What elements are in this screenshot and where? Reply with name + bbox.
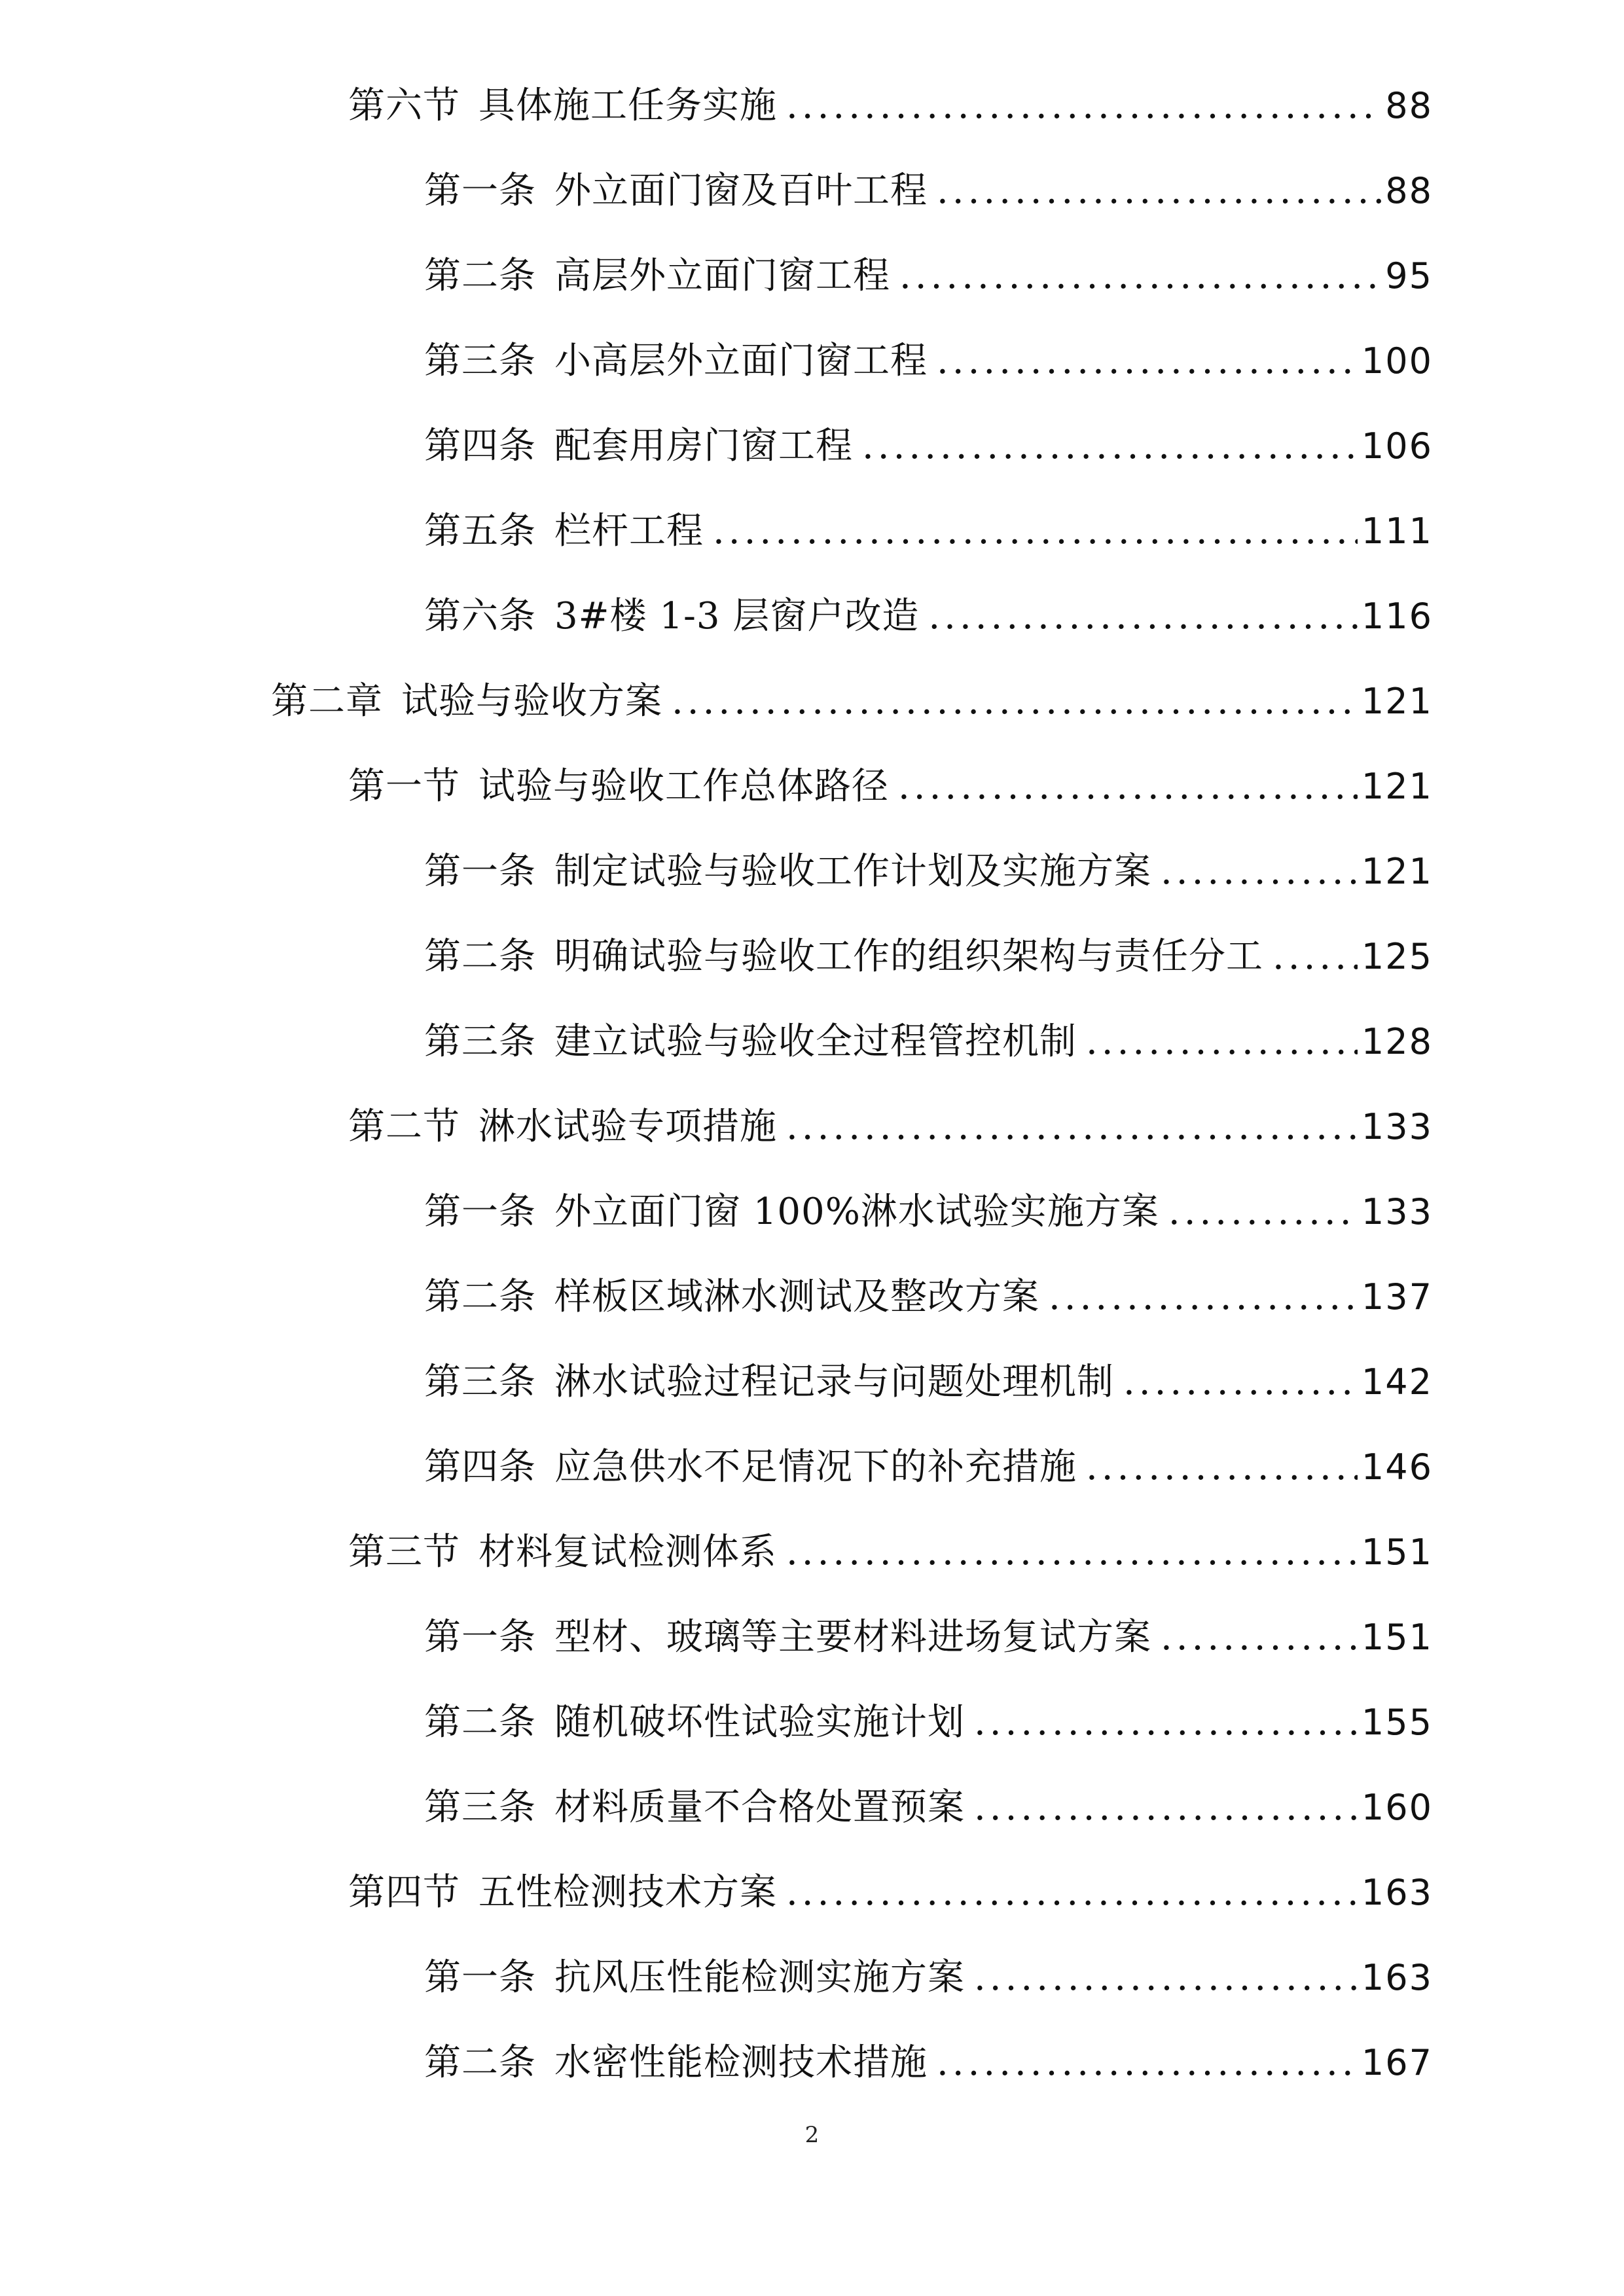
toc-entry-page: 100 [1361,340,1433,382]
toc-entry-title: 淋水试验过程记录与问题处理机制 [554,1361,1114,1403]
toc-entry-chapter[interactable] [271,675,1433,728]
toc-entry[interactable] [424,250,1433,302]
toc-entry-label: 第二条 [424,935,536,978]
toc-entry-label: 第一条 [424,850,536,893]
dot-leader [1161,1611,1358,1664]
toc-entry-page: 133 [1361,1106,1433,1147]
toc-entry[interactable] [424,846,1433,898]
dot-leader [1161,846,1358,898]
toc-entry-label: 第二条 [424,1701,536,1744]
toc-entry-label: 第五条 [424,510,536,552]
dot-leader [713,505,1358,558]
toc-entry[interactable] [348,1867,1433,1919]
toc-entry[interactable] [424,931,1433,983]
toc-entry-title: 材料质量不合格处置预案 [554,1786,965,1829]
toc-entry-page: 121 [1361,766,1433,807]
toc-entry-title: 样板区域淋水测试及整改方案 [554,1276,1039,1318]
dot-leader [786,1526,1358,1579]
toc-entry-label: 第三条 [424,340,536,382]
toc-entry-label: 第二条 [424,255,536,297]
toc-entry[interactable] [424,590,1433,643]
toc-entry-page: 121 [1361,851,1433,892]
toc-entry-page: 167 [1361,2042,1433,2083]
toc-entry-title: 型材、玻璃等主要材料进场复试方案 [554,1616,1151,1659]
toc-entry[interactable] [348,1101,1433,1153]
toc-entry-page: 151 [1361,1532,1433,1573]
toc-entry-title: 抗风压性能检测实施方案 [554,1956,965,1999]
toc-entry-label: 第一条 [424,170,536,212]
toc-entry-label: 第六节 [348,84,460,127]
toc-entry-title: 制定试验与验收工作计划及实施方案 [554,850,1151,893]
dot-leader [1168,1186,1358,1238]
toc-entry[interactable] [348,80,1433,132]
dot-leader [1123,1356,1358,1408]
dot-leader [974,1952,1358,2004]
toc-entry-page: 95 [1385,255,1433,296]
toc-entry-page: 121 [1361,681,1433,722]
toc-entry[interactable] [424,1952,1433,2004]
toc-entry-page: 163 [1361,1957,1433,1998]
toc-entry-page: 125 [1361,936,1433,977]
toc-entry-title: 3#楼 1-3 层窗户改造 [554,595,920,637]
page-number: 2 [804,2122,820,2148]
toc-entry-title: 试验与验收工作总体路径 [478,765,889,808]
toc-entry-title: 具体施工任务实施 [478,84,777,127]
dot-leader [1086,1441,1358,1494]
dot-leader [1272,931,1358,983]
toc-entry[interactable] [424,420,1433,473]
toc-entry-label: 第三条 [424,1786,536,1829]
toc-entry[interactable] [424,1271,1433,1323]
toc-entry-label: 第二节 [348,1105,460,1148]
toc-entry-page: 116 [1361,596,1433,637]
dot-leader [862,420,1358,473]
toc-entry-label: 第二章 [271,680,383,723]
toc-entry[interactable] [424,1016,1433,1068]
toc-entry[interactable] [424,165,1433,217]
toc-entry-label: 第六条 [424,595,536,637]
toc-entry[interactable] [424,335,1433,387]
toc-entry-page: 106 [1361,425,1433,467]
toc-entry-label: 第四条 [424,425,536,467]
toc-entry-page: 137 [1361,1276,1433,1318]
dot-leader [898,761,1358,813]
toc-entry-title: 五性检测技术方案 [478,1871,777,1914]
toc-entry-page: 160 [1361,1787,1433,1828]
dot-leader [786,80,1381,132]
toc-entry-title: 外立面门窗及百叶工程 [554,170,928,212]
toc-entry[interactable] [424,505,1433,558]
toc-entry-title: 材料复试检测体系 [478,1531,777,1573]
toc-entry-page: 146 [1361,1446,1433,1488]
toc-entry[interactable] [424,1696,1433,1749]
toc-entry-label: 第三节 [348,1531,460,1573]
toc-entry-page: 163 [1361,1872,1433,1913]
toc-entry-title: 随机破坏性试验实施计划 [554,1701,965,1744]
toc-entry-title: 栏杆工程 [554,510,704,552]
toc-entry-title: 试验与验收方案 [401,680,662,723]
toc-entry[interactable] [424,1782,1433,1834]
toc-entry-page: 142 [1361,1361,1433,1403]
toc-entry-label: 第一条 [424,1616,536,1659]
toc-entry-title: 小高层外立面门窗工程 [554,340,928,382]
toc-entry-page: 151 [1361,1617,1433,1658]
dot-leader [1086,1016,1358,1068]
toc-entry-title: 淋水试验专项措施 [478,1105,777,1148]
toc-entry-title: 应急供水不足情况下的补充措施 [554,1446,1077,1488]
dot-leader [937,165,1381,217]
toc-entry[interactable] [424,1441,1433,1494]
dot-leader [974,1696,1358,1749]
toc-entry-page: 88 [1385,170,1433,211]
toc-entry-title: 高层外立面门窗工程 [554,255,890,297]
dot-leader [672,675,1358,728]
toc-entry-page: 111 [1361,511,1433,552]
dot-leader [786,1867,1358,1919]
toc-entry-label: 第二条 [424,2041,536,2084]
toc-entry-label: 第四节 [348,1871,460,1914]
toc-entry-page: 128 [1361,1021,1433,1062]
toc-entry[interactable] [424,1611,1433,1664]
toc-entry[interactable] [424,1356,1433,1408]
toc-entry-title: 配套用房门窗工程 [554,425,853,467]
dot-leader [1049,1271,1358,1323]
toc-entry[interactable] [348,1526,1433,1579]
dot-leader [786,1101,1358,1153]
toc-entry[interactable] [424,1186,1433,1238]
toc-entry-label: 第二条 [424,1276,536,1318]
toc-entry-page: 133 [1361,1191,1433,1232]
toc-entry-label: 第三条 [424,1020,536,1063]
toc-entry-title: 水密性能检测技术措施 [554,2041,928,2084]
toc-entry-title: 建立试验与验收全过程管控机制 [554,1020,1077,1063]
dot-leader [974,1782,1358,1834]
toc-entry-title: 外立面门窗 100%淋水试验实施方案 [554,1191,1159,1233]
toc-entry-label: 第三条 [424,1361,536,1403]
toc-entry-label: 第一条 [424,1191,536,1233]
dot-leader [928,590,1358,643]
toc-entry[interactable] [424,2037,1433,2089]
dot-leader [937,335,1358,387]
toc-entry-page: 88 [1385,85,1433,126]
dot-leader [937,2037,1358,2089]
toc-entry-title: 明确试验与验收工作的组织架构与责任分工 [554,935,1263,978]
toc-entry[interactable] [348,761,1433,813]
toc-entry-label: 第一条 [424,1956,536,1999]
toc-entry-page: 155 [1361,1702,1433,1743]
dot-leader [899,250,1381,302]
toc-entry-label: 第一节 [348,765,460,808]
toc-entry-label: 第四条 [424,1446,536,1488]
